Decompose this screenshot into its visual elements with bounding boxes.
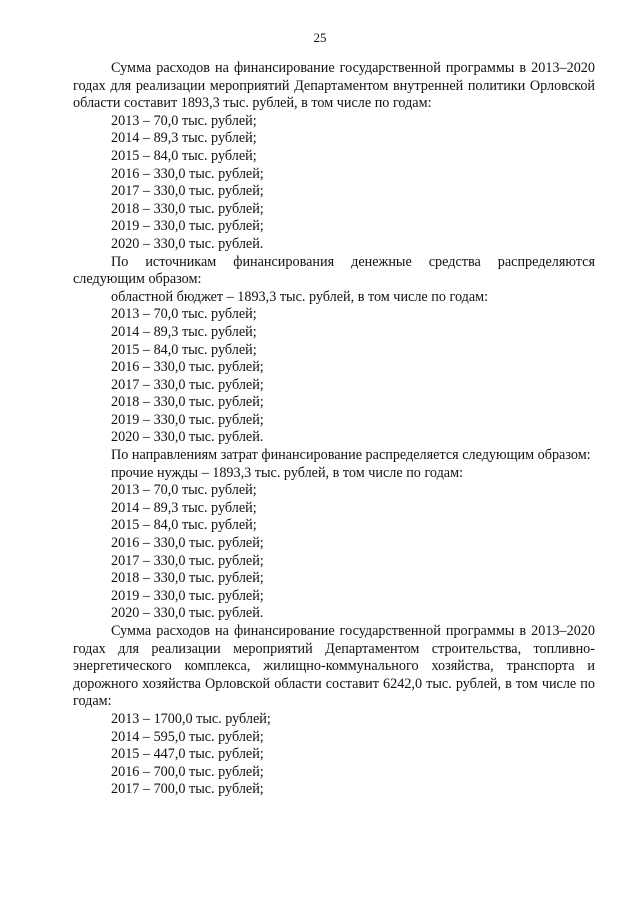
list-item: 2015 – 84,0 тыс. рублей; — [111, 341, 257, 358]
list-item: 2013 – 70,0 тыс. рублей; — [111, 306, 257, 323]
list-item: 2016 – 330,0 тыс. рублей; — [111, 359, 264, 376]
list-item: прочие нужды – 1893,3 тыс. рублей, в том числе по годам: — [111, 464, 464, 481]
list-item: 2016 – 700,0 тыс. рублей; — [111, 763, 264, 780]
list-item: 2014 – 89,3 тыс. рублей; — [111, 130, 257, 147]
list-item: 2015 – 84,0 тыс. рублей; — [111, 147, 257, 164]
list-item: 2020 – 330,0 тыс. рублей. — [111, 605, 264, 622]
list-item: 2018 – 330,0 тыс. рублей; — [111, 394, 264, 411]
list-item: 2014 – 89,3 тыс. рублей; — [111, 499, 257, 516]
list-item: 2013 – 1700,0 тыс. рублей; — [111, 710, 271, 727]
list-item: 2019 – 330,0 тыс. рублей; — [111, 587, 264, 604]
list-item: 2016 – 330,0 тыс. рублей; — [111, 535, 264, 552]
list-item: 2020 – 330,0 тыс. рублей. — [111, 429, 264, 446]
list-item: областной бюджет – 1893,3 тыс. рублей, в том числе по годам: — [111, 288, 489, 305]
list-item: 2018 – 330,0 тыс. рублей; — [111, 570, 264, 587]
list-item: 2020 – 330,0 тыс. рублей. — [111, 235, 264, 252]
body-paragraph: По источникам финансирования денежные средства распределяются следующим образом: — [73, 253, 595, 288]
page-number: 25 — [313, 30, 327, 45]
list-item: 2013 – 70,0 тыс. рублей; — [111, 482, 257, 499]
list-item: 2017 – 330,0 тыс. рублей; — [111, 183, 264, 200]
body-paragraph: По направлениям затрат финансирование распределяется следующим образом: — [111, 447, 591, 464]
list-item: 2014 – 595,0 тыс. рублей; — [111, 728, 264, 745]
list-item: 2013 – 70,0 тыс. рублей; — [111, 112, 257, 129]
list-item: 2016 – 330,0 тыс. рублей; — [111, 165, 264, 182]
list-item: 2017 – 700,0 тыс. рублей; — [111, 781, 264, 798]
list-item: 2019 – 330,0 тыс. рублей; — [111, 411, 264, 428]
list-item: 2018 – 330,0 тыс. рублей; — [111, 200, 264, 217]
list-item: 2014 – 89,3 тыс. рублей; — [111, 323, 257, 340]
list-item: 2017 – 330,0 тыс. рублей; — [111, 376, 264, 393]
body-paragraph: Сумма расходов на финансирование государственной программы в 2013–2020 годах для реализации мероприятий Департаментом строительства, топливно-энергетического комплекса, жилищно-коммунального хозяйства, транспорта и дорожного хозяйства Орловской области составит 6242,0 тыс. рублей, в том числе по годам: — [73, 623, 595, 710]
list-item: 2015 – 447,0 тыс. рублей; — [111, 746, 264, 763]
document-body — [73, 60, 595, 799]
list-item: 2015 – 84,0 тыс. рублей; — [111, 517, 257, 534]
list-item: 2019 – 330,0 тыс. рублей; — [111, 218, 264, 235]
body-paragraph: Сумма расходов на финансирование государственной программы в 2013–2020 годах для реализации мероприятий Департаментом внутренней политики Орловской области составит 1893,3 тыс. рублей, в том числе по годам: — [73, 60, 595, 112]
list-item: 2017 – 330,0 тыс. рублей; — [111, 552, 264, 569]
